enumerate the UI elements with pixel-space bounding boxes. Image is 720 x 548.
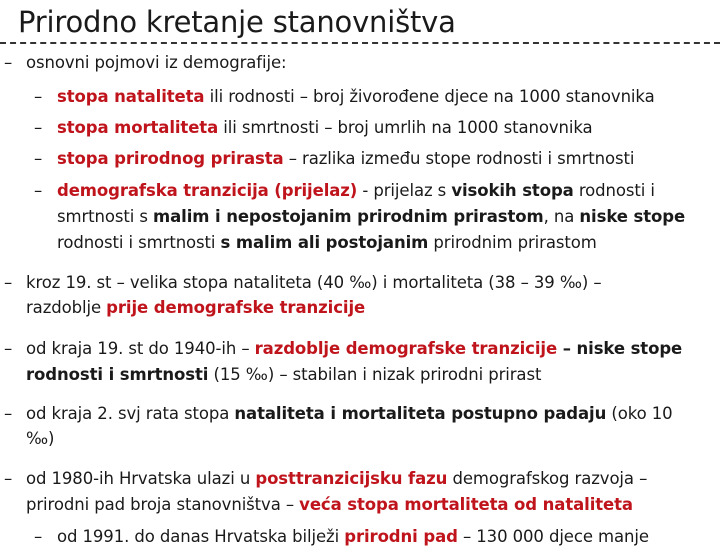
paragraph-line: ‰): [26, 429, 55, 448]
dash-bullet: –: [4, 273, 13, 292]
paragraph-line: rodnosti i smrtnosti (15 ‰) – stabilan i nizak prirodni prirast: [26, 365, 542, 384]
dash-bullet: –: [34, 87, 43, 106]
dash-bullet: –: [4, 469, 13, 488]
paragraph-line: od kraja 19. st do 1940-ih – razdoblje demografske tranzicije – niske stope: [26, 339, 683, 358]
term-item: stopa prirodnog prirasta – razlika između stope rodnosti i smrtnosti: [57, 149, 635, 168]
term-item: demografska tranzicija (prijelaz) - prijelaz s visokih stopa rodnosti i: [57, 181, 655, 200]
term-item-continued: rodnosti i smrtnosti s malim ali postojanim prirodnim prirastom: [57, 233, 597, 252]
paragraph-line: od 1991. do danas Hrvatska bilježi prirodni pad – 130 000 djece manje: [57, 527, 649, 546]
term-item: stopa mortaliteta ili smrtnosti – broj umrlih na 1000 stanovnika: [57, 118, 593, 137]
dash-bullet: –: [34, 149, 43, 168]
dash-bullet: –: [4, 339, 13, 358]
dash-bullet: –: [4, 404, 13, 423]
term-item-continued: smrtnosti s malim i nepostojanim prirodnim prirastom, na niske stope: [57, 207, 686, 226]
dash-bullet: –: [4, 53, 13, 72]
paragraph-line: kroz 19. st – velika stopa nataliteta (40 ‰) i mortaliteta (38 – 39 ‰) –: [26, 273, 602, 292]
term-item: stopa nataliteta ili rodnosti – broj živorođene djece na 1000 stanovnika: [57, 87, 655, 106]
paragraph-line: od 1980-ih Hrvatska ulazi u posttranzicijsku fazu demografskog razvoja –: [26, 469, 648, 488]
paragraph-line: prirodni pad broja stanovništva – veća stopa mortaliteta od nataliteta: [26, 495, 633, 514]
paragraph-line: razdoblje prije demografske tranzicije: [26, 298, 366, 317]
slide-title: Prirodno kretanje stanovništva: [18, 5, 456, 39]
dash-bullet: –: [34, 527, 43, 546]
title-divider: [0, 42, 720, 44]
intro-text: osnovni pojmovi iz demografije:: [26, 53, 287, 72]
dash-bullet: –: [34, 181, 43, 200]
dash-bullet: –: [34, 118, 43, 137]
paragraph-line: od kraja 2. svj rata stopa nataliteta i mortaliteta postupno padaju (oko 10: [26, 404, 673, 423]
